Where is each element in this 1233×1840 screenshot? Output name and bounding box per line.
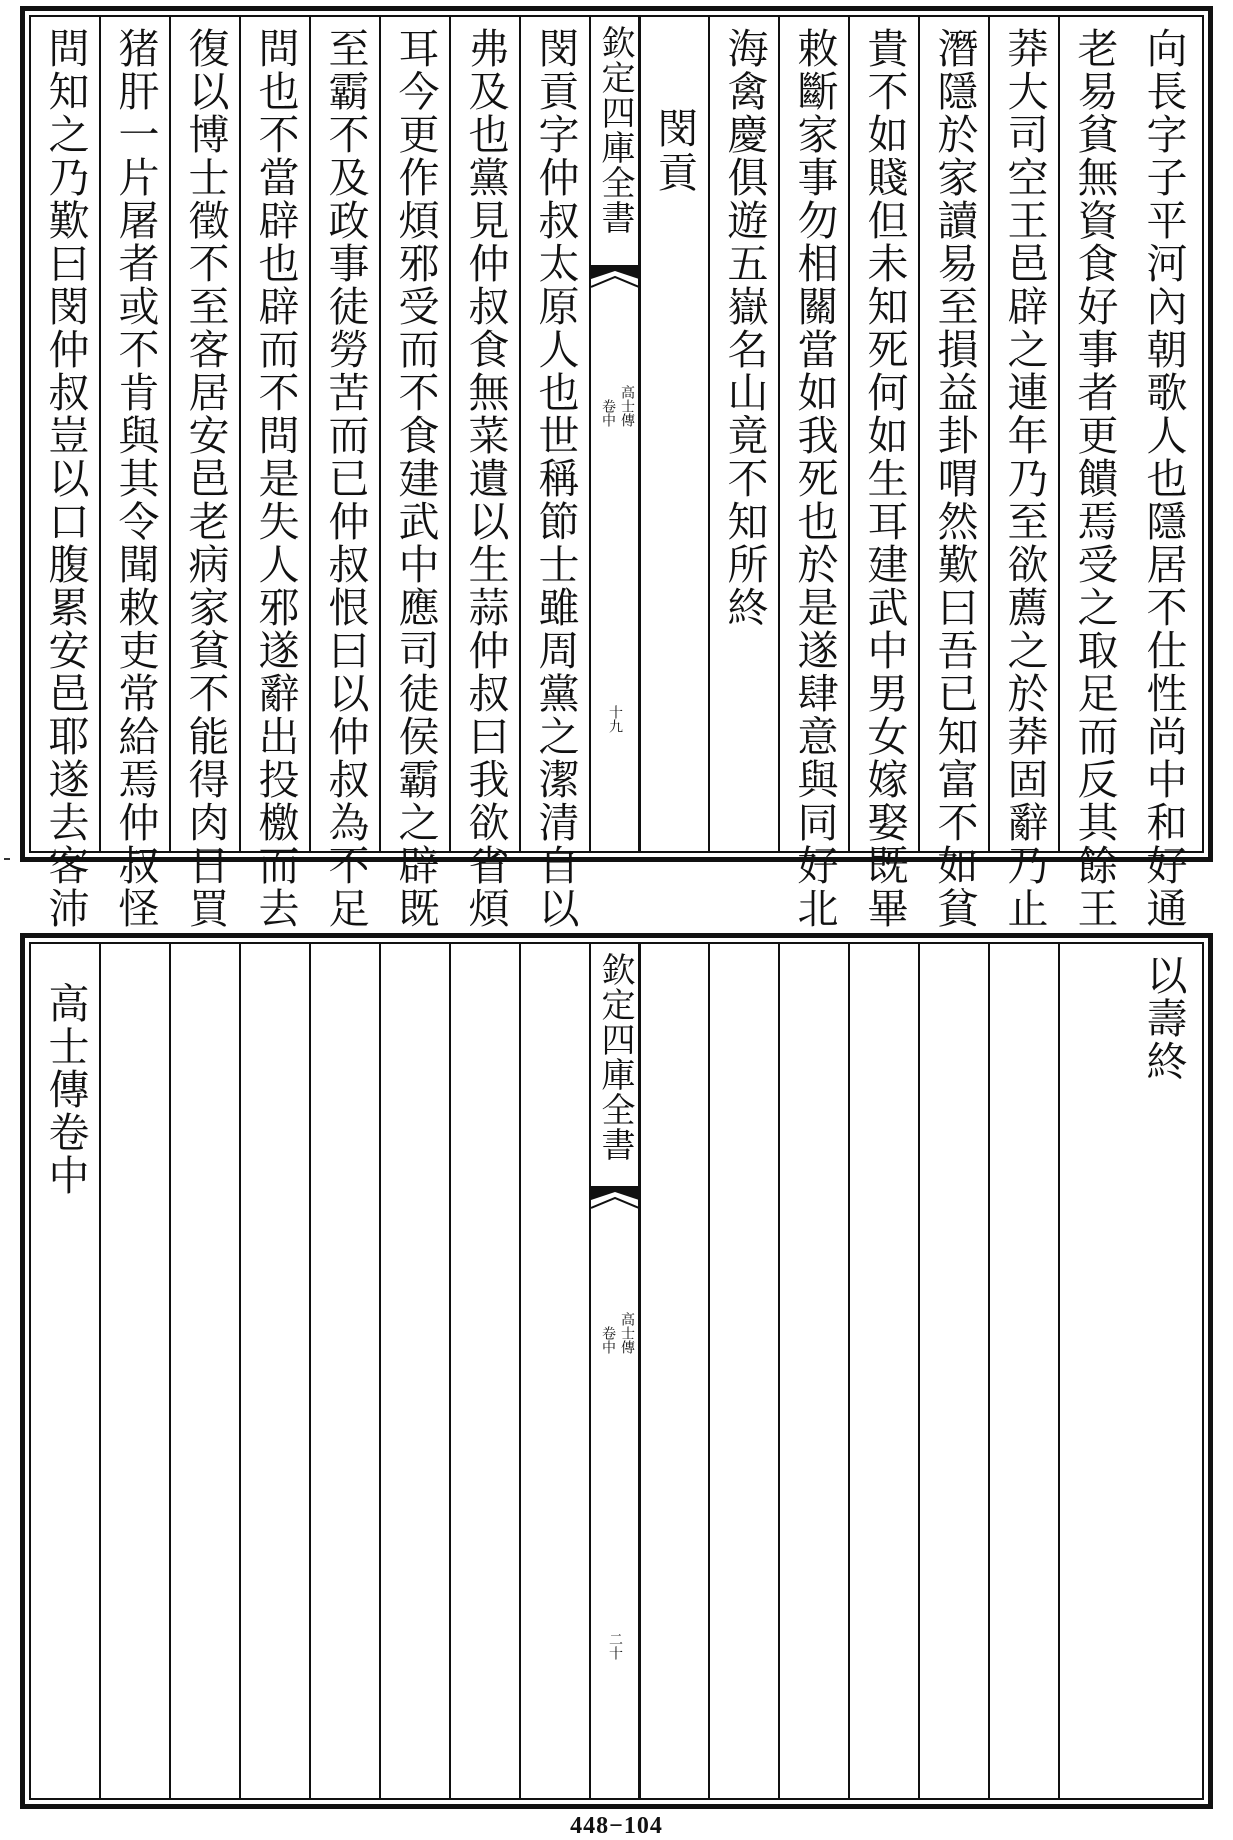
empty-column (1058, 944, 1128, 1798)
column-text: 海禽慶俱遊五嶽名山竟不知所終 (720, 27, 769, 629)
column-text: 莽大司空王邑辟之連年乃至欲薦之於莽固辭乃止 (1000, 27, 1049, 930)
column-text: 至霸不及政事徒勞苦而已仲叔恨曰以仲叔為不足 (321, 27, 370, 930)
empty-column (638, 944, 708, 1798)
fishtail-mark (591, 1186, 639, 1226)
section-title: 閔貢 (650, 107, 699, 195)
column-text: 貴不如賤但未知死何如生耳建武中男女嫁娶既畢 (860, 27, 909, 930)
margin-mark (4, 858, 10, 860)
text-column (1128, 17, 1198, 930)
column-text: 問知之乃歎曰閔仲叔豈以口腹累安邑耶遂去客沛 (41, 27, 90, 930)
page-lower (20, 933, 1213, 1809)
book-title: 欽定四庫全書 (595, 25, 635, 235)
empty-column (848, 944, 918, 1798)
center-fold (589, 17, 641, 851)
text-column (169, 17, 239, 930)
text-column (29, 17, 99, 930)
page-upper-frame (29, 15, 1204, 930)
volume-label: 卷中 (600, 399, 616, 427)
volume-end-title: 高士傳卷中 (41, 982, 90, 1197)
text-column (1058, 17, 1128, 930)
page-lower-frame (29, 942, 1204, 1800)
empty-column (239, 944, 309, 1798)
text-column (29, 944, 99, 1798)
folio-number: 二十 (607, 1632, 623, 1660)
text-column (988, 17, 1058, 930)
empty-column (519, 944, 589, 1798)
text-column (519, 17, 589, 930)
column-text: 向長字子平河內朝歌人也隱居不仕性尚中和好通 (1139, 27, 1188, 930)
volume-label: 卷中 (600, 1326, 616, 1354)
text-column (239, 17, 309, 930)
column-text: 問也不當辟也辟而不問是失人邪遂辭出投檄而去 (251, 27, 300, 930)
empty-column (988, 944, 1058, 1798)
empty-column (778, 944, 848, 1798)
empty-column (309, 944, 379, 1798)
column-text: 敕斷家事勿相關當如我死也於是遂肆意與同好北 (790, 27, 839, 930)
fishtail-mark (591, 265, 639, 305)
empty-column (449, 944, 519, 1798)
center-fold (589, 944, 641, 1798)
column-text: 耳今更作煩邪受而不食建武中應司徒侯霸之辟既 (391, 27, 440, 930)
empty-column (708, 944, 778, 1798)
column-text: 潛隱於家讀易至損益卦喟然歎曰吾已知富不如貧 (930, 27, 979, 930)
text-column (309, 17, 379, 930)
column-text: 閔貢字仲叔太原人也世稱節士雖周黨之潔清自以 (531, 27, 580, 930)
column-text: 弗及也黨見仲叔食無菜遺以生蒜仲叔曰我欲省煩 (461, 27, 510, 930)
text-column (848, 17, 918, 930)
text-column (918, 17, 988, 930)
text-column (778, 17, 848, 930)
text-column (379, 17, 449, 930)
column-text: 猪肝一片屠者或不肯與其令聞敕吏常給焉仲叔怪 (111, 27, 160, 930)
text-column (638, 17, 708, 851)
page-upper (20, 6, 1213, 930)
column-text: 以壽終 (1139, 954, 1188, 1083)
column-text: 老易貧無資食好事者更饋焉受之取足而反其餘王 (1070, 27, 1119, 930)
running-title: 高士傳 (619, 1312, 635, 1354)
empty-column (918, 944, 988, 1798)
text-column (99, 17, 169, 930)
column-text: 復以博士徵不至客居安邑老病家貧不能得肉日買 (181, 27, 230, 930)
text-column (449, 17, 519, 930)
folio-number: 十九 (607, 705, 623, 733)
empty-column (99, 944, 169, 1798)
book-title: 欽定四庫全書 (595, 952, 635, 1162)
page-number: 448−104 (570, 1813, 663, 1839)
empty-column (379, 944, 449, 1798)
running-title: 高士傳 (619, 385, 635, 427)
text-column (1128, 944, 1198, 1798)
text-column (708, 17, 778, 851)
empty-column (169, 944, 239, 1798)
